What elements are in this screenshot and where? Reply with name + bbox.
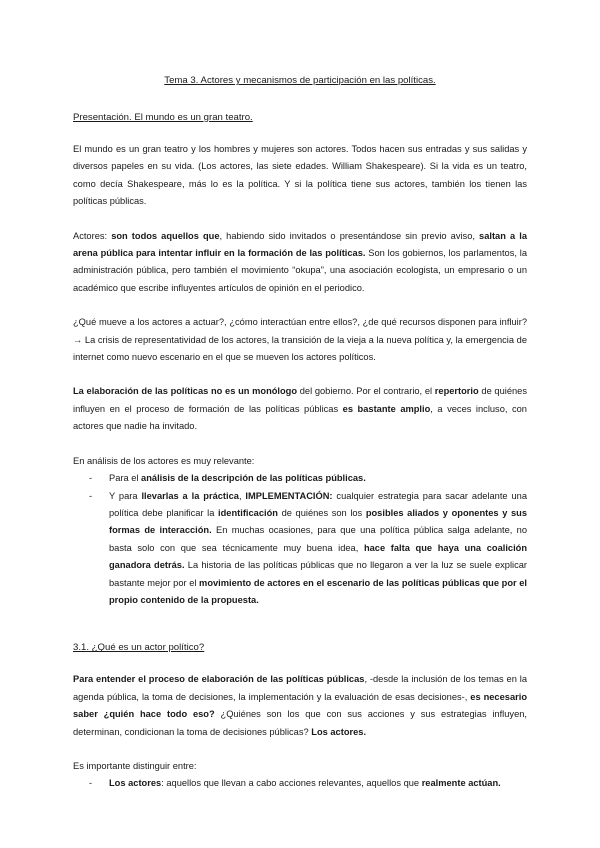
text-run: de quiénes influyen en el proceso de formación de las políticas públicas (73, 386, 527, 414)
bold-run: son todos aquellos que (111, 230, 220, 241)
dash-bullet: - (89, 778, 93, 789)
paragraph-teatro: El mundo es un gran teatro y los hombres y mujeres son actores. Todos hacen sus entradas y sus salidas y diversos papeles en su vida. (Los actores, las siete edades. William Shakespeare). Si la vida es un teatro, como decía Shakespeare, más lo es la política. Y si la política tiene sus actores, también los tienen las políticas públicas. (73, 144, 527, 207)
text-run: , (238, 490, 246, 501)
bold-run: saltan a la arena pública para intentar influir en la formación de las políticas. (73, 230, 527, 259)
text-run: cualquier estrategia para sacar adelante una política debe planificar la (109, 490, 527, 518)
text-run: La historia de las políticas públicas que no llegaron a ver la luz se suele explicar bastante mejor por el (109, 560, 528, 588)
text-run: , -desde la inclusión de los temas en la agenda pública, la toma de decisiones, la implementación y la evaluación de esas decisiones-, (73, 674, 527, 702)
bold-run: Los actores. (311, 726, 367, 737)
text-run: de quiénes son los (277, 507, 366, 518)
section-heading-actor-politico: 3.1. ¿Qué es un actor político? (73, 642, 205, 654)
bold-run: Para entender el proceso de elaboración de las políticas públicas (73, 674, 365, 685)
paragraph-proceso (73, 671, 527, 741)
text-run: del gobierno. Por el contrario, el (297, 386, 435, 397)
bold-run: IMPLEMENTACIÓN: (245, 490, 333, 501)
bold-run: La elaboración de las políticas no es un monólogo (73, 386, 298, 397)
list-item (73, 470, 527, 487)
text-run: Para el (109, 473, 142, 484)
document-title: Tema 3. Actores y mecanismos de participación en las políticas. (164, 75, 436, 86)
bold-run: hace falta que haya una coalición ganadora detrás. (109, 542, 528, 571)
paragraph-preguntas: ¿Qué mueve a los actores a actuar?, ¿cómo interactúan entre ellos?, ¿de qué recursos disponen para influir? → La crisis de representatividad de los actores, la transición de la vieja a la nueva política y, la emergencia de internet como nuevo escenario en el que se mueven los actores políticos. (73, 317, 527, 363)
bold-run: es necesario saber ¿quién hace todo eso? (73, 691, 527, 720)
text-run: Son los gobiernos, los parlamentos, la administración pública, pero también el movimiento “okupa”, una asociación ecologista, un empresario o un académico que escribe influyentes artículos de opinión en el periodico. (73, 248, 527, 293)
bold-run: análisis de la descripción de las políticas públicas. (141, 473, 366, 484)
text-run: , habiendo sido invitados o presentándose sin previo aviso, (219, 230, 480, 241)
spacer (73, 627, 527, 641)
bold-run: llevarlas a la práctica (141, 490, 239, 501)
list-item (73, 488, 527, 610)
document-page (73, 74, 527, 793)
bold-run: identificación (218, 507, 278, 518)
bullet-list-distinguir (73, 775, 527, 792)
bold-run: posibles aliados y oponentes y sus formas de interacción. (109, 507, 528, 536)
text-run: , a veces incluso, con actores que nadie ha invitado. (73, 403, 527, 432)
text-run: Y para (109, 490, 142, 501)
spacer (73, 609, 527, 627)
dash-bullet: - (89, 473, 93, 484)
section-heading-presentacion: Presentación. El mundo es un gran teatro. (73, 112, 253, 123)
paragraph-distinguir-intro: Es importante distinguir entre: (73, 760, 197, 771)
text-run: Actores: (73, 230, 112, 241)
paragraph-actores-definicion (73, 228, 527, 298)
list-item (73, 775, 527, 792)
bullet-list-analisis (73, 470, 527, 609)
bold-run: repertorio (434, 386, 479, 397)
paragraph-elaboracion (73, 383, 527, 435)
bold-run: Los actores (109, 778, 162, 789)
paragraph-analisis-intro: En análisis de los actores es muy relevante: (73, 455, 255, 466)
bold-run: realmente actúan. (421, 778, 501, 789)
bold-run: movimiento de actores en el escenario de las políticas públicas que por el propio contenido de la propuesta. (109, 577, 527, 605)
text-run: : aquellos que llevan a cabo acciones relevantes, aquellos que (161, 778, 422, 789)
text-run: ¿Quiénes son los que con sus acciones y sus estrategias influyen, determinan, condicionan la toma de decisiones públicas? (73, 709, 527, 737)
dash-bullet: - (89, 490, 93, 501)
text-run: En muchas ocasiones, para que una política pública salga adelante, no basta solo con que sea técnicamente muy buena idea, (109, 525, 527, 553)
bold-run: es bastante amplio (342, 403, 431, 414)
